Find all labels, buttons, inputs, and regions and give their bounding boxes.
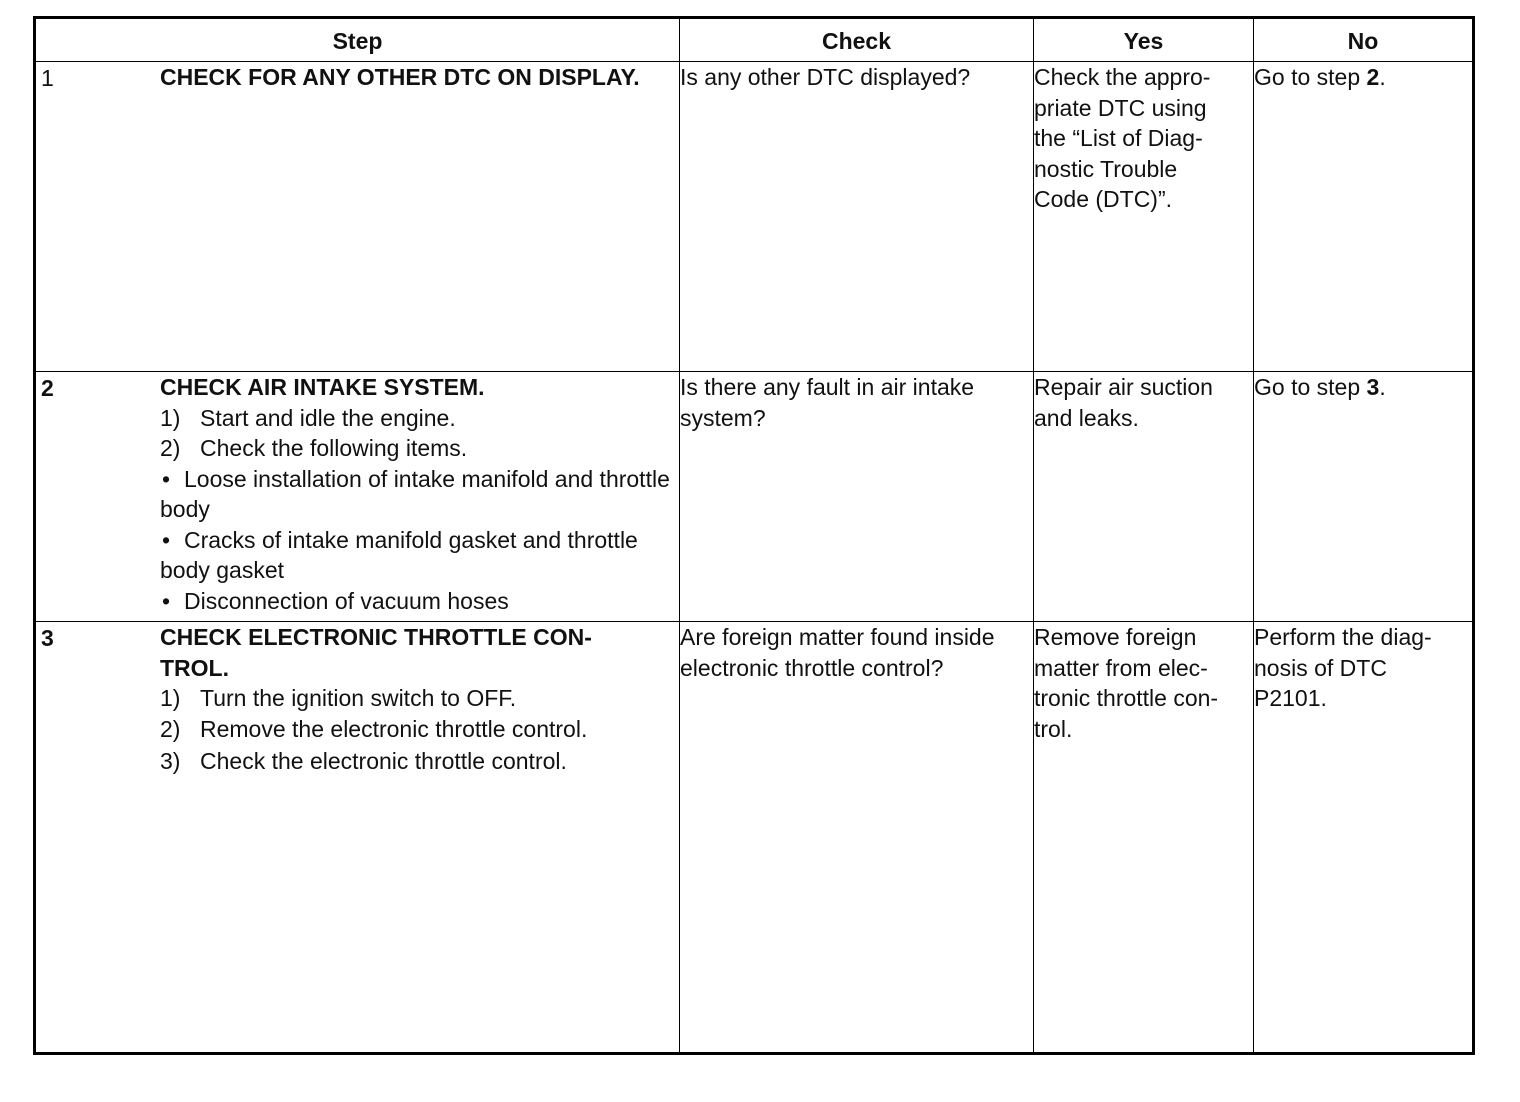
substep bbox=[160, 403, 673, 434]
bullet-icon: • bbox=[162, 587, 171, 614]
step-title: CHECK FOR ANY OTHER DTC ON DISPLAY. bbox=[160, 64, 640, 90]
no-step-ref: 3 bbox=[1366, 374, 1380, 400]
substep bbox=[160, 433, 673, 464]
substep-number: 1) bbox=[160, 685, 181, 711]
header-no: No bbox=[1254, 18, 1474, 62]
substep-number: 1) bbox=[160, 404, 181, 431]
step-title: CHECK ELECTRONIC THROTTLE CON- TROL. bbox=[160, 624, 592, 681]
table-header-row bbox=[35, 18, 1474, 62]
no-cell bbox=[1254, 62, 1474, 372]
check-cell: Are foreign matter found inside electronic throttle control? bbox=[680, 622, 1034, 1054]
substep-number: 2) bbox=[160, 715, 181, 742]
step-cell bbox=[35, 62, 680, 372]
step-body bbox=[160, 62, 679, 93]
no-cell: Perform the diag- nosis of DTC P2101. bbox=[1254, 622, 1474, 1054]
yes-cell: Remove foreign matter from elec- tronic throttle con- trol. bbox=[1034, 622, 1254, 1054]
step-body bbox=[160, 372, 679, 616]
substep bbox=[160, 683, 673, 714]
table-row bbox=[35, 622, 1474, 1054]
table-row bbox=[35, 62, 1474, 372]
step-number: 2 bbox=[41, 375, 54, 401]
bullet-icon: • bbox=[162, 526, 171, 553]
step-number: 1 bbox=[41, 65, 54, 91]
substep-number: 3) bbox=[160, 748, 181, 774]
yes-cell: Check the appro- priate DTC using the “List of Diag- nostic Trouble Code (DTC)”. bbox=[1034, 62, 1254, 372]
substep-text: Check the following items. bbox=[200, 435, 468, 461]
substep bbox=[160, 746, 673, 777]
substep-number: 2) bbox=[160, 435, 181, 461]
bullet-item bbox=[160, 586, 673, 617]
bullet-text: Disconnection of vacuum hoses bbox=[184, 587, 509, 614]
header-yes: Yes bbox=[1034, 18, 1254, 62]
substep-text: Remove the electronic throttle control. bbox=[200, 715, 588, 742]
header-step: Step bbox=[35, 18, 680, 62]
step-cell bbox=[35, 372, 680, 622]
bullet-item bbox=[160, 525, 673, 586]
check-cell: Is there any fault in air intake system? bbox=[680, 372, 1034, 622]
header-check: Check bbox=[680, 18, 1034, 62]
no-cell bbox=[1254, 372, 1474, 622]
step-cell bbox=[35, 622, 680, 1054]
bullet-text: Cracks of intake manifold gasket and throttle body gasket bbox=[160, 526, 638, 583]
substep-text: Turn the ignition switch to OFF. bbox=[200, 685, 517, 711]
substep-text: Start and idle the engine. bbox=[200, 404, 456, 431]
no-suffix: . bbox=[1379, 374, 1386, 400]
yes-cell: Repair air suction and leaks. bbox=[1034, 372, 1254, 622]
check-cell: Is any other DTC displayed? bbox=[680, 62, 1034, 372]
substep bbox=[160, 714, 673, 745]
bullet-icon: • bbox=[162, 465, 171, 492]
table-row bbox=[35, 372, 1474, 622]
no-suffix: . bbox=[1379, 64, 1386, 90]
step-body bbox=[160, 622, 679, 777]
step-title: CHECK AIR INTAKE SYSTEM. bbox=[160, 374, 485, 400]
no-text: Go to step bbox=[1254, 374, 1367, 400]
bullet-item bbox=[160, 464, 673, 525]
diagnostic-procedure-table bbox=[33, 16, 1475, 1055]
bullet-text: Loose installation of intake manifold and throttle body bbox=[160, 465, 670, 522]
step-number: 3 bbox=[41, 625, 54, 651]
no-step-ref: 2 bbox=[1366, 64, 1380, 90]
no-text: Go to step bbox=[1254, 64, 1367, 90]
substep-text: Check the electronic throttle control. bbox=[200, 748, 567, 774]
